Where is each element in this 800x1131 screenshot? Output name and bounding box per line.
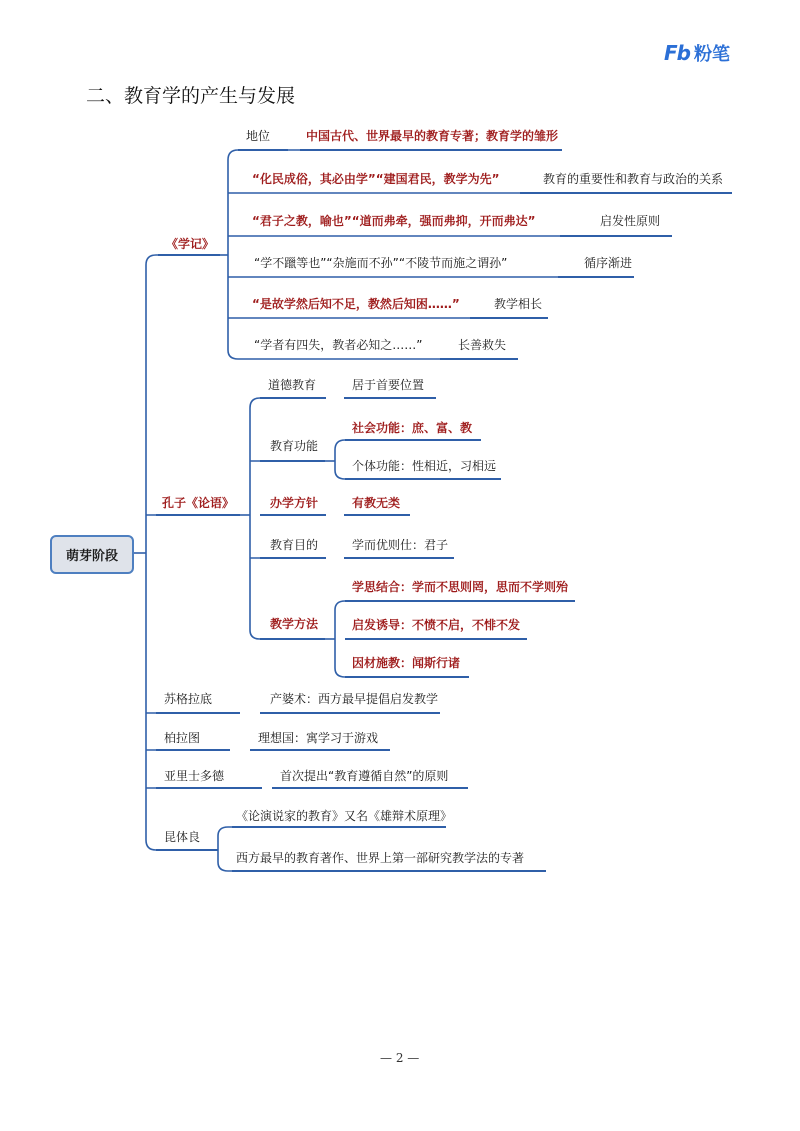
xueji-key-3: “学不躐等也”“杂施而不孙”“不陵节而施之谓孙” bbox=[254, 256, 508, 270]
xueji-key-1: “化民成俗，其必由学”“建国君民，教学为先” bbox=[252, 172, 500, 186]
logo-mark: Fb bbox=[664, 41, 690, 65]
quintilian-item-0: 《论演说家的教育》又名《雄辩术原理》 bbox=[236, 809, 453, 823]
xueji-value-1: 教育的重要性和教育与政治的关系 bbox=[543, 172, 724, 186]
xueji-key-0: 地位 bbox=[246, 129, 271, 143]
kongzi-moral-key: 道德教育 bbox=[268, 378, 317, 392]
xueji-label: 《学记》 bbox=[166, 237, 215, 251]
plato-label: 柏拉图 bbox=[164, 731, 201, 745]
xueji-value-5: 长善救失 bbox=[458, 338, 507, 352]
root-node: 萌芽阶段 bbox=[50, 535, 134, 574]
socrates-value: 产婆术：西方最早提倡启发教学 bbox=[270, 692, 439, 706]
kongzi-function-individual: 个体功能：性相近，习相远 bbox=[352, 459, 497, 473]
quintilian-label: 昆体良 bbox=[164, 830, 201, 844]
xueji-value-2: 启发性原则 bbox=[600, 214, 661, 228]
quintilian-item-1: 西方最早的教育著作、世界上第一部研究教学法的专著 bbox=[236, 851, 525, 865]
kongzi-method-key: 教学方法 bbox=[270, 617, 319, 631]
plato-value: 理想国：寓学习于游戏 bbox=[258, 731, 379, 745]
kongzi-policy-key: 办学方针 bbox=[270, 496, 319, 510]
kongzi-method-item-0: 学思结合：学而不思则罔，思而不学则殆 bbox=[352, 580, 569, 594]
page-title: 二、教育学的产生与发展 bbox=[86, 85, 296, 107]
xueji-key-5: “学者有四失，教者必知之……” bbox=[254, 338, 423, 352]
xueji-key-2: “君子之教，喻也”“道而弗牵，强而弗抑，开而弗达” bbox=[252, 214, 536, 228]
kongzi-function-key: 教育功能 bbox=[270, 439, 319, 453]
aristotle-value: 首次提出“教育遵循自然”的原则 bbox=[280, 769, 449, 783]
xueji-value-0: 中国古代、世界最早的教育专著；教育学的雏形 bbox=[306, 129, 559, 143]
logo-brand: 粉笔 bbox=[693, 44, 730, 65]
xueji-value-4: 教学相长 bbox=[494, 297, 543, 311]
brand-logo bbox=[664, 40, 730, 66]
kongzi-goal-key: 教育目的 bbox=[270, 538, 319, 552]
socrates-label: 苏格拉底 bbox=[164, 692, 213, 706]
kongzi-policy-value: 有教无类 bbox=[352, 496, 401, 510]
kongzi-moral-value: 居于首要位置 bbox=[352, 378, 425, 392]
kongzi-label: 孔子《论语》 bbox=[162, 496, 235, 510]
xueji-value-3: 循序渐进 bbox=[584, 256, 633, 270]
kongzi-method-item-2: 因材施教：闻斯行诸 bbox=[352, 656, 461, 670]
xueji-key-4: “是故学然后知不足，教然后知困……” bbox=[252, 297, 460, 311]
kongzi-method-item-1: 启发诱导：不愤不启，不悱不发 bbox=[352, 618, 521, 632]
aristotle-label: 亚里士多德 bbox=[164, 769, 225, 783]
kongzi-function-social: 社会功能：庶、富、教 bbox=[352, 421, 473, 435]
page-number: — 2 — bbox=[380, 1051, 420, 1065]
kongzi-goal-value: 学而优则仕：君子 bbox=[352, 538, 449, 552]
